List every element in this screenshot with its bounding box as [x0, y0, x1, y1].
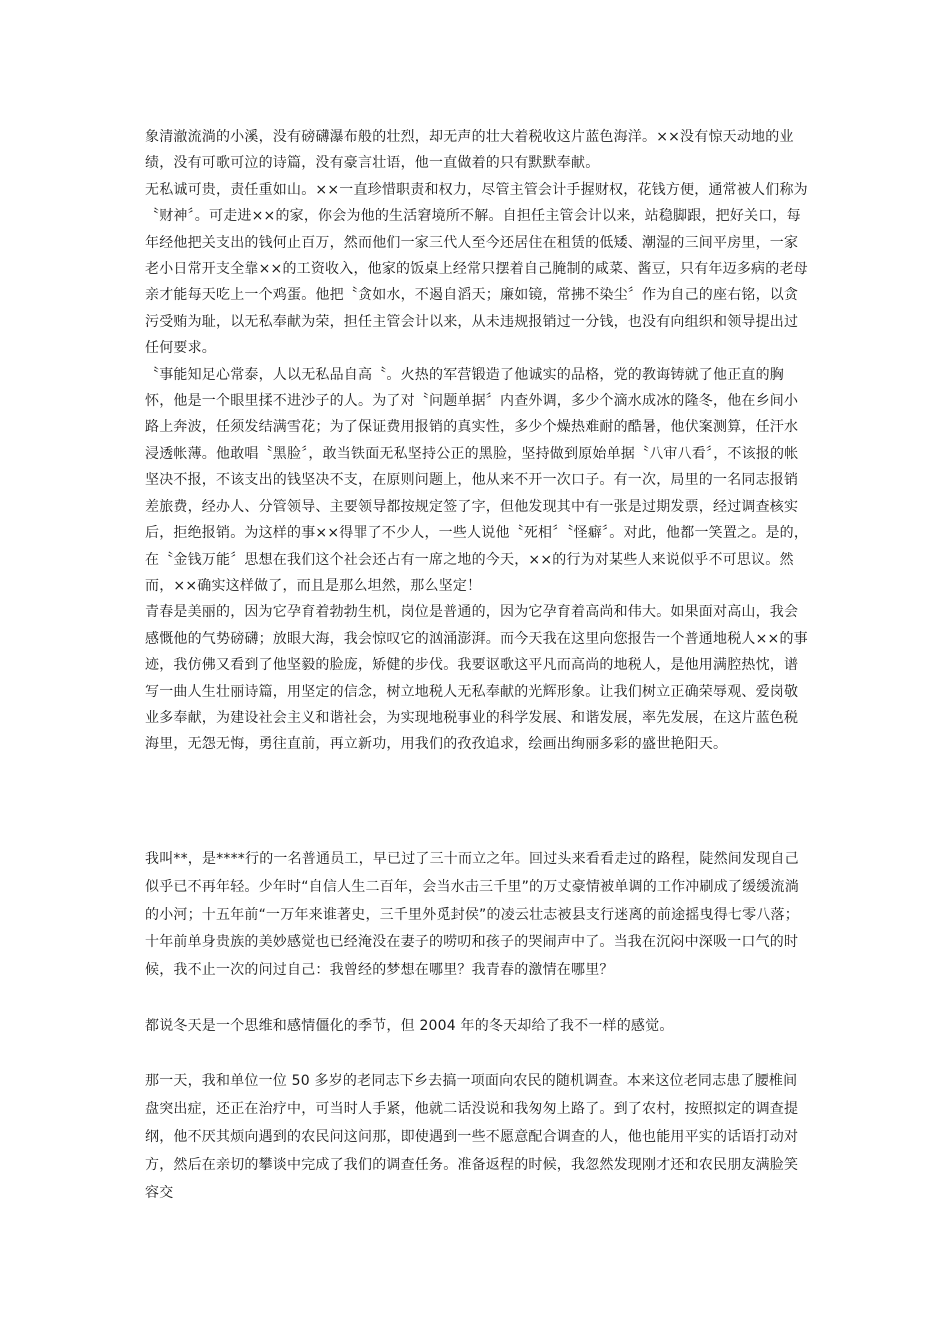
essay-text-block: [145, 846, 810, 1207]
body-paragraph: 〝事能知足心常泰，人以无私品自高〝。火热的军营锻造了他诚实的品格，党的教诲铸就了他正直的胸怀，他是一个眼里揉不进沙子的人。为了对〝问题单据〞内查外调，多少个滴水成冰的隆冬，他在乡间小路上奔波，任须发结满雪花；为了保证费用报销的真实性，多少个燥热难耐的酷暑，他伏案测算，任汗水浸透帐薄。他敢唱〝黑脸〞，敢当铁面无私坚持公正的黑脸，坚持做到原始单据〝八审八看〞，不该报的帐坚决不报，不该支出的钱坚决不支，在原则问题上，他从来不开一次口子。有一次，局里的一名同志报销差旅费，经办人、分管领导、主要领导都按规定签了字，但他发现其中有一张是过期发票，经过调查核实后，拒绝报销。为这样的事××得罪了不少人，一些人说他〝死相〞〝怪癖〞。对此，他都一笑置之。是的，在〝金钱万能〞思想在我们这个社会还占有一席之地的今天，××的行为对某些人来说似乎不可思议。然而，××确实这样做了，而且是那么坦然，那么坚定！: [145, 366, 809, 594]
body-paragraph: 无私诚可贵，责任重如山。××一直珍惜职责和权力，尽管主管会计手握财权，花钱方便，通常被人们称为〝财神〞。可走进××的家，你会为他的生活窘境所不解。自担任主管会计以来，站稳脚跟，把好关口，每年经他把关支出的钱何止百万，然而他们一家三代人至今还居住在租赁的低矮、潮湿的三间平房里，一家老小日常开支全靠××的工资收入，他家的饭桌上经常只摆着自己腌制的咸菜、酱豆，只有年迈多病的老母亲才能每天吃上一个鸡蛋。他把〝贪如水，不遏自滔天；廉如镜，常拂不染尘〞作为自己的座右铭，以贪污受贿为耻，以无私奉献为荣，担任主管会计以来，从未违规报销过一分钱，也没有向组织和领导提出过任何要求。: [145, 181, 808, 357]
body-paragraph: 象清澈流淌的小溪，没有磅礴瀑布般的壮烈，却无声的壮大着税收这片蓝色海洋。××没有惊天动地的业绩，没有可歌可泣的诗篇，没有豪言壮语，他一直做着的只有默默奉献。: [145, 129, 794, 172]
body-paragraph: 我叫**，是****行的一名普通员工，早已过了三十而立之年。回过头来看看走过的路程，陡然间发现自己似乎已不再年轻。少年时“自信人生二百年，会当水击三千里”的万丈豪情被单调的工作冲刷成了缓缓流淌的小河；十五年前“一万年来谁著史，三千里外觅封侯”的凌云壮志被县支行迷离的前途摇曳得七零八落；十年前单身贵族的美妙感觉也已经淹没在妻子的唠叨和孩子的哭闹声中了。当我在沉闷中深吸一口气的时候，我不止一次的问过自己：我曾经的梦想在哪里？我青春的激情在哪里？: [145, 851, 799, 979]
speech-text-block: [145, 124, 810, 758]
body-paragraph: 都说冬天是一个思维和感情僵化的季节，但 2004 年的冬天却给了我不一样的感觉。: [145, 1017, 674, 1034]
body-paragraph: 那一天，我和单位一位 50 多岁的老同志下乡去搞一项面向农民的随机调查。本来这位老同志患了腰椎间盘突出症，还正在治疗中，可当时人手紧，他就二话没说和我匆匆上路了。到了农村，按照拟定的调查提纲，他不厌其烦向遇到的农民问这问那，即使遇到一些不愿意配合调查的人，他也能用平实的话语打动对方，然后在亲切的攀谈中完成了我们的调查任务。准备返程的时候，我忽然发现刚才还和农民朋友满脸笑容交: [145, 1073, 799, 1201]
body-paragraph: 青春是美丽的，因为它孕育着勃勃生机，岗位是普通的，因为它孕育着高尚和伟大。如果面对高山，我会感慨他的气势磅礴；放眼大海，我会惊叹它的汹涌澎湃。而今天我在这里向您报告一个普通地税人××的事迹，我仿佛又看到了他坚毅的脸庞，矫健的步伐。我要讴歌这平凡而高尚的地税人，是他用满腔热忱，谱写一曲人生壮丽诗篇，用坚定的信念，树立地税人无私奉献的光辉形象。让我们树立正确荣辱观、爱岗敬业多奉献，为建设社会主义和谐社会，为实现地税事业的科学发展、和谐发展，率先发展，在这片蓝色税海里，无怨无悔，勇往直前，再立新功，用我们的孜孜追求，绘画出绚丽多彩的盛世艳阳天。: [145, 604, 808, 753]
